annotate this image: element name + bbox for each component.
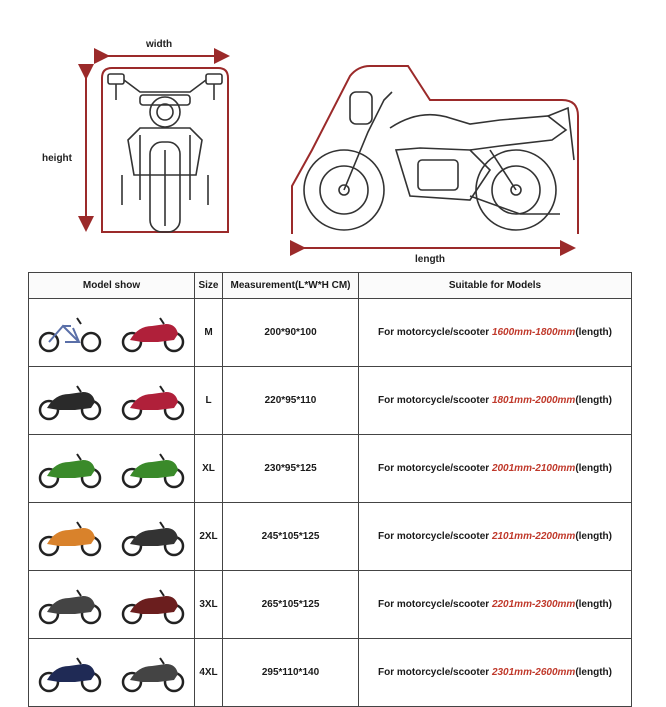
size-value: XL	[202, 463, 215, 474]
suitable-prefix: For motorcycle/scooter	[378, 395, 492, 406]
size-cell	[195, 571, 223, 639]
table-row	[29, 435, 632, 503]
measurement-value: 295*110*140	[261, 667, 320, 678]
suitable-cell	[359, 299, 632, 367]
table-row	[29, 639, 632, 707]
model-show-cell	[29, 299, 195, 367]
suitable-cell	[359, 367, 632, 435]
table-row	[29, 503, 632, 571]
cruiser-icon	[35, 652, 105, 694]
touring-bike-icon	[35, 584, 105, 626]
model-show-cell	[29, 435, 195, 503]
suitable-prefix: For motorcycle/scooter	[378, 599, 492, 610]
size-value: M	[204, 327, 213, 338]
suitable-suffix: (length)	[575, 463, 612, 474]
size-value: 4XL	[199, 667, 218, 678]
suitable-suffix: (length)	[575, 327, 612, 338]
size-cell	[195, 435, 223, 503]
suitable-suffix: (length)	[575, 395, 612, 406]
sport-bike-icon	[35, 448, 105, 490]
measurement-value: 220*95*110	[264, 395, 317, 406]
size-table	[28, 272, 632, 707]
dimension-diagram	[0, 0, 666, 268]
measurement-cell	[223, 299, 359, 367]
header-size: Size	[195, 273, 223, 299]
length-label: length	[415, 254, 445, 265]
table-row	[29, 299, 632, 367]
suitable-suffix: (length)	[575, 531, 612, 542]
suitable-prefix: For motorcycle/scooter	[378, 667, 492, 678]
measurement-cell	[223, 639, 359, 707]
suitable-cell	[359, 639, 632, 707]
measurement-cell	[223, 571, 359, 639]
size-value: L	[205, 395, 212, 406]
length-range: 1801mm-2000mm	[491, 395, 576, 406]
size-value: 2XL	[199, 531, 218, 542]
motorcycle-icon	[35, 380, 105, 422]
suitable-cell	[359, 571, 632, 639]
diagram-svg	[0, 0, 666, 268]
suitable-cell	[359, 503, 632, 571]
dirt-bike-icon	[35, 516, 105, 558]
suitable-prefix: For motorcycle/scooter	[378, 327, 492, 338]
measurement-value: 265*105*125	[261, 599, 320, 610]
front-motorcycle-icon	[108, 74, 222, 232]
measurement-value: 230*95*125	[264, 463, 317, 474]
model-show-cell	[29, 503, 195, 571]
length-range: 2001mm-2100mm	[491, 463, 576, 474]
header-model-show: Model show	[29, 273, 195, 299]
suitable-prefix: For motorcycle/scooter	[378, 531, 492, 542]
model-show-cell	[29, 571, 195, 639]
size-cell	[195, 299, 223, 367]
suitable-prefix: For motorcycle/scooter	[378, 463, 492, 474]
header-suitable-models: Suitable for Models	[359, 273, 632, 299]
table-row	[29, 367, 632, 435]
naked-bike-icon	[118, 516, 188, 558]
size-cell	[195, 503, 223, 571]
side-cover-outline	[292, 66, 578, 234]
measurement-value: 200*90*100	[264, 327, 317, 338]
model-show-cell	[29, 367, 195, 435]
table-row	[29, 571, 632, 639]
length-range: 2301mm-2600mm	[491, 667, 576, 678]
length-range: 2101mm-2200mm	[491, 531, 576, 542]
bicycle-icon	[35, 312, 105, 354]
size-cell	[195, 367, 223, 435]
measurement-value: 245*105*125	[261, 531, 320, 542]
length-range: 2201mm-2300mm	[491, 599, 576, 610]
maxi-scooter-icon	[118, 584, 188, 626]
touring-bike-icon	[118, 652, 188, 694]
height-label: height	[42, 153, 72, 164]
model-show-cell	[29, 639, 195, 707]
table-header-row	[29, 273, 632, 299]
width-label: width	[146, 39, 173, 50]
measurement-cell	[223, 503, 359, 571]
suitable-cell	[359, 435, 632, 503]
length-range: 1600mm-1800mm	[491, 327, 576, 338]
side-motorcycle-icon	[304, 92, 574, 230]
header-measurement: Measurement(L*W*H CM)	[223, 273, 359, 299]
scooter-icon	[118, 312, 188, 354]
measurement-cell	[223, 367, 359, 435]
suitable-suffix: (length)	[575, 599, 612, 610]
size-value: 3XL	[199, 599, 218, 610]
sport-bike-icon	[118, 448, 188, 490]
scooter-icon	[118, 380, 188, 422]
size-cell	[195, 639, 223, 707]
measurement-cell	[223, 435, 359, 503]
suitable-suffix: (length)	[575, 667, 612, 678]
